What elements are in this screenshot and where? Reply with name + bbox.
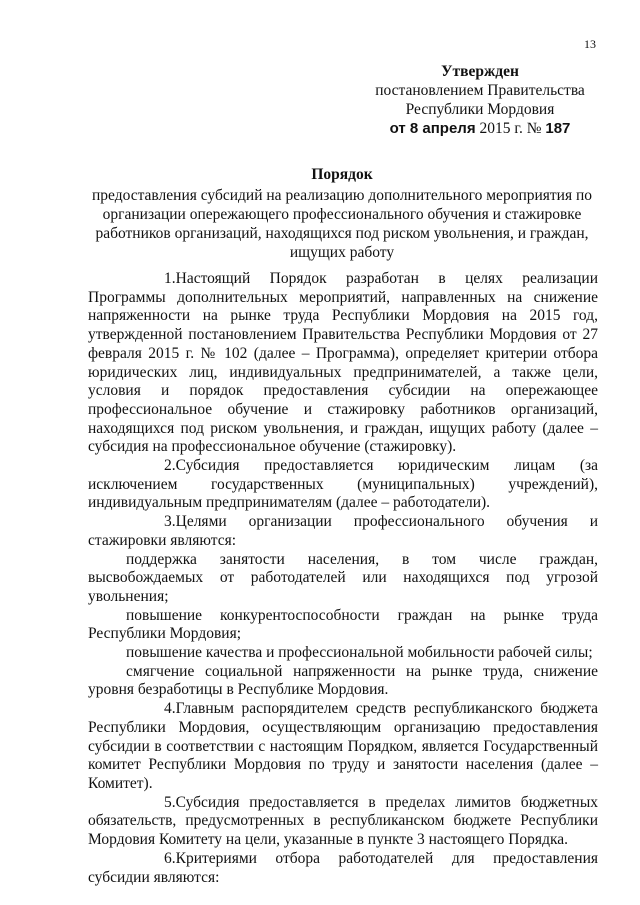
paragraph-text: поддержка занятости населения, в том числе граждан, высвобождаемых от работодателей или находящихся под угрозой увольнения; xyxy=(88,550,598,605)
paragraph-text: Субсидия предоставляется юридическим лицам (за исключением государственных (муниципальных) учреждений), индивидуальным предпринимателям (далее – работодатели). xyxy=(88,457,598,512)
document-subtitle: предоставления субсидий на реализацию дополнительного мероприятия по организации опережающего профессионального обучения и стажировке работников организаций, находящихся под риском увольнения, и граждан, ищущих работу xyxy=(91,187,593,261)
paragraph-text: смягчение социальной напряженности на рынке труда, снижение уровня безработицы в Республике Мордовия. xyxy=(88,662,598,699)
approval-stamp xyxy=(360,62,600,138)
document-title-block xyxy=(88,165,596,262)
paragraph-text: Настоящий Порядок разработан в целях реализации Программы дополнительных мероприятий, направленных на снижение напряженности на рынке труда Республики Мордовия на 2015 год, утвержденной постановлением Правительства Республики Мордовия от 27 февраля 2015 г. № 102 (далее – Программа), определяет критерии отбора юридических лиц, индивидуальных предпринимателей, а также цели, условия и порядок предоставления субсидии на опережающее профессиональное обучение и стажировку работников организаций, находящихся под риском увольнения, и граждан, ищущих работу (далее – субсидия на профессиональное обучение (стажировку). xyxy=(88,270,598,456)
paragraph-6 xyxy=(88,850,598,887)
paragraph-number: 2. xyxy=(164,457,176,475)
paragraph-text: Целями организации профессионального обучения и стажировки являются: xyxy=(88,513,598,549)
approval-year: 2015 г. № xyxy=(479,120,542,137)
paragraph-3 xyxy=(88,513,598,550)
paragraph-3-item-2 xyxy=(88,607,598,644)
paragraph-text: Субсидия предоставляется в пределах лимитов бюджетных обязательств, предусмотренных в республиканском бюджете Республики Мордовия Комитету на цели, указанные в пункте 3 настоящего Порядка. xyxy=(88,793,598,849)
paragraph-2 xyxy=(88,457,598,513)
page-number: 13 xyxy=(584,37,596,51)
paragraph-3-item-1 xyxy=(88,551,598,607)
paragraph-text: Критериями отбора работодателей для предоставления субсидии являются: xyxy=(88,849,598,886)
paragraph-1 xyxy=(88,270,598,457)
approval-date-line xyxy=(360,119,600,138)
paragraph-4 xyxy=(88,700,598,794)
paragraph-3-item-4 xyxy=(88,663,598,700)
paragraph-text: Главным распорядителем средств республиканского бюджета Республики Мордовия, осуществляющим организацию предоставления субсидии в соответствии с настоящим Порядком, является Государственный комитет Республики Мордовия по труду и занятости населения (далее – Комитет). xyxy=(88,700,598,792)
approval-number: 187 xyxy=(545,120,571,137)
paragraph-5 xyxy=(88,794,598,850)
paragraph-number: 4. xyxy=(164,700,176,718)
approval-date: от 8 апреля xyxy=(389,120,476,137)
paragraph-number: 6. xyxy=(164,849,176,867)
paragraph-number: 5. xyxy=(164,793,176,811)
paragraph-3-item-3 xyxy=(88,644,598,663)
approval-title: Утвержден xyxy=(441,63,519,80)
document-body xyxy=(88,270,598,887)
paragraph-number: 1. xyxy=(164,270,176,287)
paragraph-text: повышение качества и профессиональной мобильности рабочей силы; xyxy=(126,644,593,662)
approval-line-3: Республики Мордовия xyxy=(405,101,555,118)
paragraph-text: повышение конкурентоспособности граждан на рынке труда Республики Мордовия; xyxy=(88,606,598,643)
paragraph-number: 3. xyxy=(164,513,176,531)
approval-line-2: постановлением Правительства xyxy=(375,82,585,99)
document-title: Порядок xyxy=(311,166,373,183)
